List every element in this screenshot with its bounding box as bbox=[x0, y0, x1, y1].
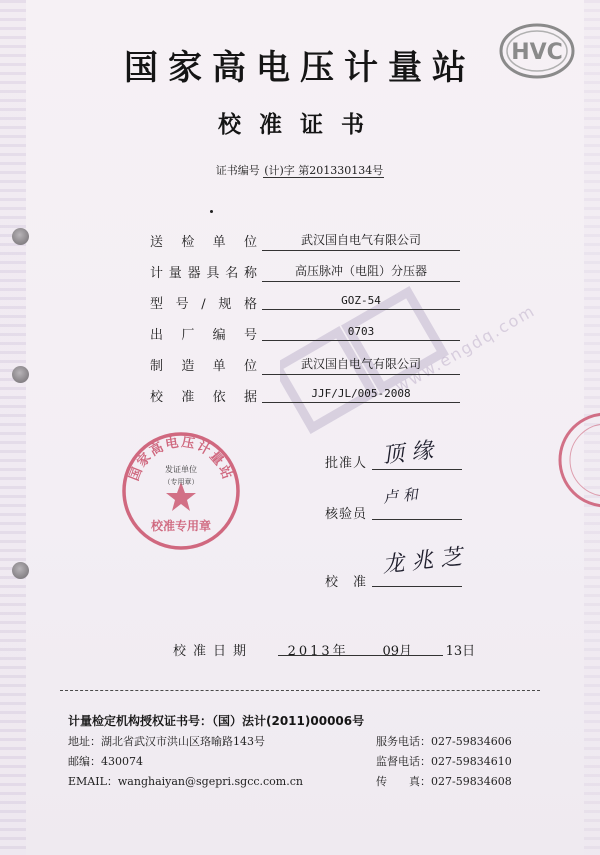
approver-label: 批准人 bbox=[325, 456, 368, 471]
address: 地址：湖北省武汉市洪山区珞喻路143号 bbox=[68, 735, 265, 748]
field-label-basis: 校准依据 bbox=[150, 390, 260, 405]
speck bbox=[210, 210, 213, 213]
seal-issuer-label: 发证单位 bbox=[165, 465, 197, 474]
field-value-serial-number: 0703 bbox=[262, 325, 460, 341]
field-label-submitter: 送检单位 bbox=[150, 235, 260, 250]
logo-text: HVC bbox=[511, 40, 563, 65]
approver-signature: 顶 缘 bbox=[381, 438, 435, 469]
calibrator-line bbox=[372, 586, 462, 587]
organization-name: 国家高电压计量站 bbox=[124, 48, 476, 88]
calibration-month: 09月 bbox=[382, 644, 413, 659]
email: EMAIL：wanghaiyan@sgepri.sgcc.com.cn bbox=[68, 775, 303, 788]
verifier-label: 核验员 bbox=[325, 507, 368, 522]
verifier-line bbox=[372, 519, 462, 520]
certificate-number bbox=[0, 162, 600, 178]
seal-special-label: （专用章） bbox=[163, 478, 199, 486]
calibration-date-line bbox=[278, 655, 443, 656]
binder-hole bbox=[12, 366, 29, 383]
partial-seal-right bbox=[556, 410, 600, 510]
seal-star-icon bbox=[166, 482, 196, 511]
verifier-signature: 卢 和 bbox=[382, 485, 419, 507]
seal-ring-text: 国家高电压计量站 bbox=[127, 435, 235, 484]
footer-divider bbox=[60, 690, 540, 691]
field-label-serial-number: 出厂编号 bbox=[150, 328, 260, 343]
field-label-manufacturer: 制造单位 bbox=[150, 359, 260, 374]
hvc-logo-icon bbox=[497, 22, 577, 80]
calibration-date bbox=[173, 640, 485, 659]
calibration-day: 13日 bbox=[445, 644, 476, 659]
seal-bottom-text: 校准专用章 bbox=[150, 519, 212, 533]
official-seal bbox=[120, 430, 242, 552]
binder-hole bbox=[12, 228, 29, 245]
service-phone: 服务电话：027-59834606 bbox=[376, 735, 512, 748]
field-value-instrument-name: 高压脉冲（电阻）分压器 bbox=[262, 262, 460, 282]
svg-text:国家高电压计量站 bbox=[126, 434, 236, 483]
field-value-manufacturer: 武汉国自电气有限公司 bbox=[262, 355, 460, 375]
authorization-number: 计量检定机构授权证书号：（国）法计(2011)00006号 bbox=[68, 714, 365, 728]
calibrator-signature: 龙 兆 芝 bbox=[381, 544, 464, 579]
supervise-phone: 监督电话：027-59834610 bbox=[376, 755, 512, 768]
watermark-url: www.engdq.com bbox=[392, 300, 539, 397]
calibrator-label: 校 准 bbox=[325, 575, 368, 590]
certificate-title: 校准证书 bbox=[218, 111, 382, 138]
postcode: 邮编：430074 bbox=[68, 755, 143, 768]
calibration-date-label: 校准日期 bbox=[173, 644, 254, 659]
field-value-model: GOZ-54 bbox=[262, 294, 460, 310]
approver-line bbox=[372, 469, 462, 470]
watermark-logo-icon bbox=[280, 285, 480, 485]
field-value-basis: JJF/JL/005-2008 bbox=[262, 387, 460, 403]
field-label-instrument-name: 计量器具名称 bbox=[150, 266, 260, 281]
field-label-model: 型号/规格 bbox=[150, 297, 260, 312]
field-value-submitter: 武汉国自电气有限公司 bbox=[262, 231, 460, 251]
fax: 传 真：027-59834608 bbox=[376, 775, 512, 788]
calibration-year: 2013年 bbox=[287, 644, 349, 659]
certificate-number-prefix: 证书编号 bbox=[215, 164, 260, 177]
certificate-number-value: (计)字 第201330134号 bbox=[264, 164, 384, 177]
binder-hole bbox=[12, 562, 29, 579]
